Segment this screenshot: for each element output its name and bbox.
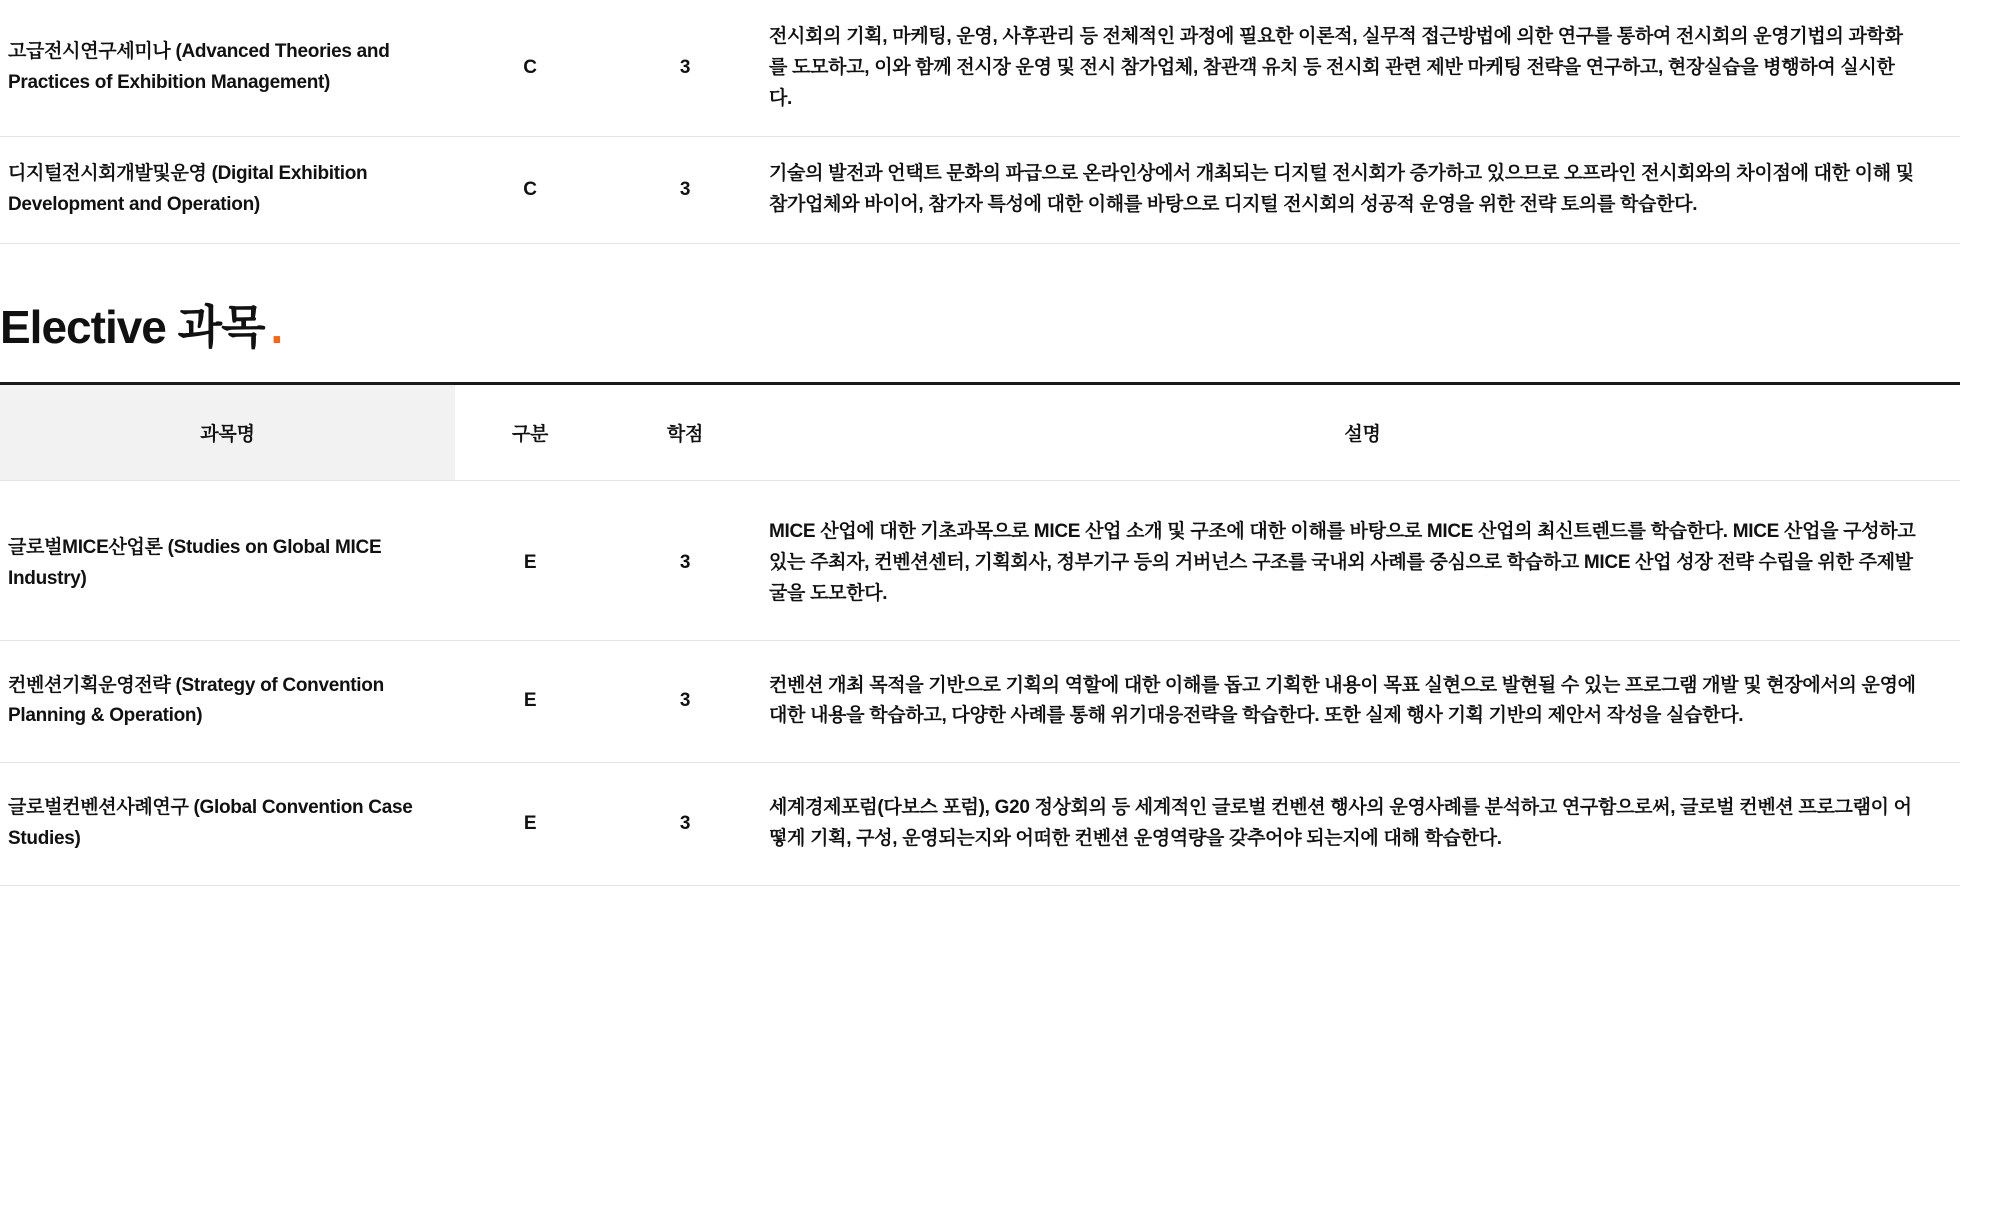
course-credit: 3 xyxy=(605,763,765,886)
course-name: 고급전시연구세미나 (Advanced Theories and Practices of Exhibition Management) xyxy=(0,0,455,137)
column-header-type: 구분 xyxy=(455,385,605,481)
core-course-table-continued xyxy=(0,0,1960,244)
course-credit: 3 xyxy=(605,137,765,244)
column-header-credit: 학점 xyxy=(605,385,765,481)
table-row xyxy=(0,481,1960,640)
course-description: 전시회의 기획, 마케팅, 운영, 사후관리 등 전체적인 과정에 필요한 이론적, 실무적 접근방법에 의한 연구를 통하여 전시회의 운영기법의 과학화를 도모하고, 이와 함께 전시장 운영 및 전시 참가업체, 참관객 유치 등 전시회 관련 제반 마케팅 전략을 연구하고, 현장실습을 병행하여 실시한다. xyxy=(765,0,1960,137)
column-header-name: 과목명 xyxy=(0,385,455,481)
course-type: E xyxy=(455,481,605,640)
table-row xyxy=(0,137,1960,244)
course-description: MICE 산업에 대한 기초과목으로 MICE 산업 소개 및 구조에 대한 이해를 바탕으로 MICE 산업의 최신트렌드를 학습한다. MICE 산업을 구성하고 있는 주최자, 컨벤션센터, 기획회사, 정부기구 등의 거버넌스 구조를 국내외 사례를 중심으로 학습하고 MICE 산업 성장 전략 수립을 위한 주제발굴을 도모한다. xyxy=(765,481,1960,640)
table-row xyxy=(0,640,1960,763)
course-name: 글로벌MICE산업론 (Studies on Global MICE Industry) xyxy=(0,481,455,640)
course-name: 글로벌컨벤션사례연구 (Global Convention Case Studies) xyxy=(0,763,455,886)
table-row xyxy=(0,0,1960,137)
column-header-description: 설명 xyxy=(765,385,1960,481)
course-type: C xyxy=(455,0,605,137)
course-credit: 3 xyxy=(605,640,765,763)
course-credit: 3 xyxy=(605,481,765,640)
course-credit: 3 xyxy=(605,0,765,137)
course-description: 컨벤션 개최 목적을 기반으로 기획의 역할에 대한 이해를 돕고 기획한 내용이 목표 실현으로 발현될 수 있는 프로그램 개발 및 현장에서의 운영에 대한 내용을 학습하고, 다양한 사례를 통해 위기대응전략을 학습한다. 또한 실제 행사 기획 기반의 제안서 작성을 실습한다. xyxy=(765,640,1960,763)
table-header-row xyxy=(0,385,1960,481)
course-name: 컨벤션기획운영전략 (Strategy of Convention Planning & Operation) xyxy=(0,640,455,763)
elective-section-title xyxy=(0,302,1996,353)
table-row xyxy=(0,763,1960,886)
elective-section-title-text: Elective 과목 xyxy=(0,300,265,353)
title-accent-dot: . xyxy=(270,300,283,353)
course-name: 디지털전시회개발및운영 (Digital Exhibition Development and Operation) xyxy=(0,137,455,244)
elective-course-table xyxy=(0,385,1960,885)
table-header xyxy=(0,385,1960,481)
course-type: E xyxy=(455,640,605,763)
course-description: 세계경제포럼(다보스 포럼), G20 정상회의 등 세계적인 글로벌 컨벤션 행사의 운영사례를 분석하고 연구함으로써, 글로벌 컨벤션 프로그램이 어떻게 기획, 구성, 운영되는지와 어떠한 컨벤션 운영역량을 갖추어야 되는지에 대해 학습한다. xyxy=(765,763,1960,886)
table-body xyxy=(0,481,1960,885)
section-spacer xyxy=(0,244,1996,302)
course-type: E xyxy=(455,763,605,886)
course-type: C xyxy=(455,137,605,244)
course-description: 기술의 발전과 언택트 문화의 파급으로 온라인상에서 개최되는 디지털 전시회가 증가하고 있으므로 오프라인 전시회와의 차이점에 대한 이해 및 참가업체와 바이어, 참가자 특성에 대한 이해를 바탕으로 디지털 전시회의 성공적 운영을 위한 전략 토의를 학습한다. xyxy=(765,137,1960,244)
